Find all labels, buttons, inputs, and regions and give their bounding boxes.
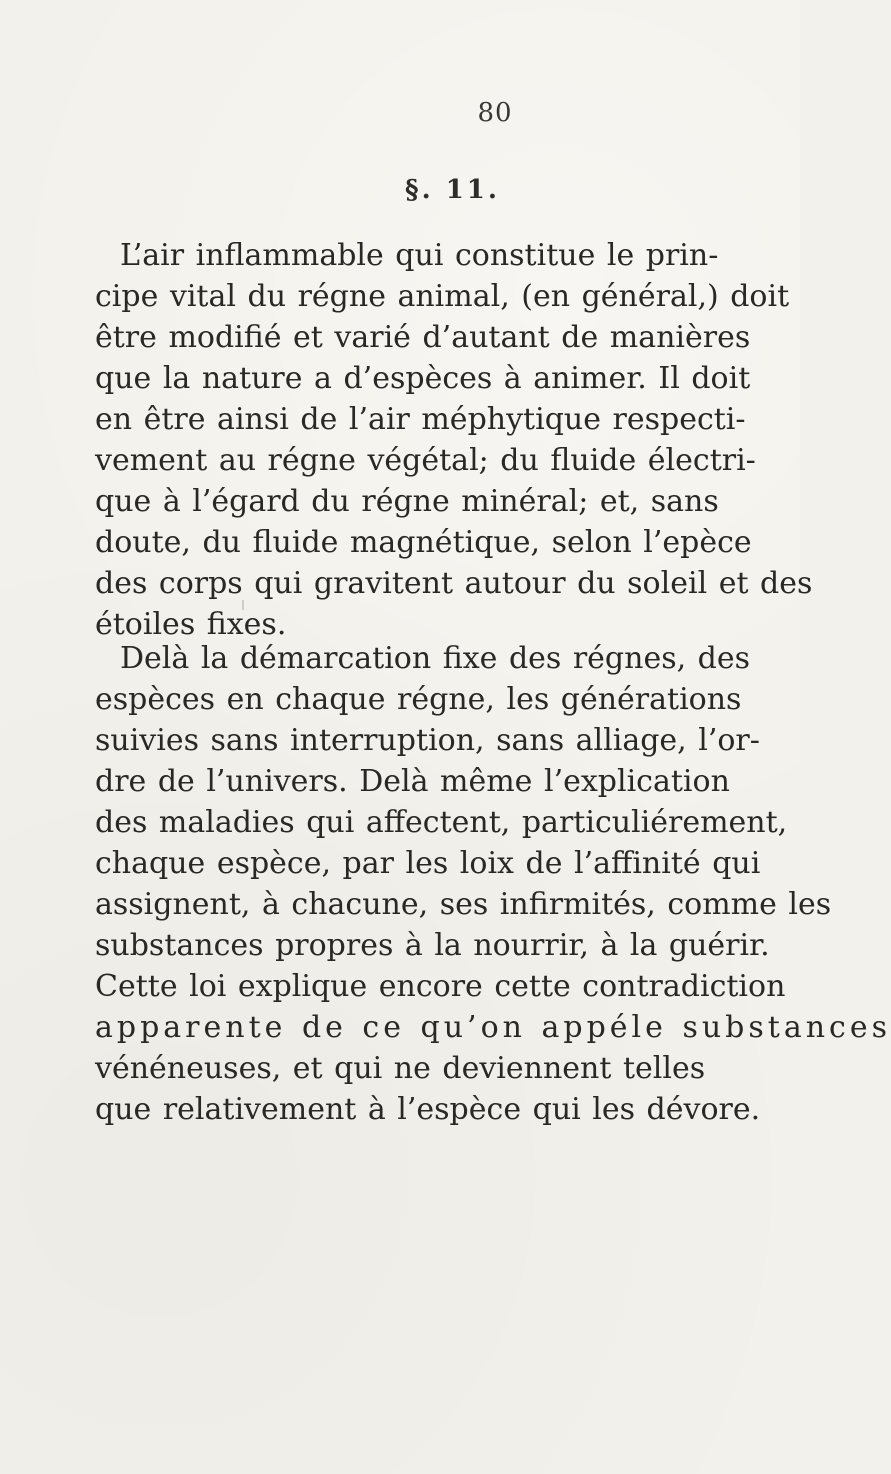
text-line: dre de l’univers. Delà même l’explication (95, 764, 730, 799)
text-line: que à l’égard du régne minéral; et, sans (95, 484, 719, 519)
text-line: substances propres à la nourrir, à la guérir. (95, 928, 770, 963)
text-line: être modifié et varié d’autant de manières (95, 320, 751, 355)
text-line: des maladies qui affectent, particuliérement, (95, 805, 788, 840)
text-line: espèces en chaque régne, les générations (95, 682, 742, 717)
text-line: doute, du fluide magnétique, selon l’epèce (95, 525, 752, 560)
text-line: vénéneuses, et qui ne deviennent telles (95, 1051, 706, 1086)
section-heading: §. 11. (405, 175, 500, 205)
text-line: Delà la démarcation fixe des régnes, des (120, 641, 751, 676)
text-line: étoiles fixes. (95, 607, 287, 642)
text-line: que relativement à l’espèce qui les dévore. (95, 1092, 761, 1127)
text-line: L’air inflammable qui constitue le prin- (120, 238, 719, 273)
text-line: suivies sans interruption, sans alliage, l’or- (95, 723, 760, 758)
text-line: que la nature a d’espèces à animer. Il doit (95, 361, 751, 396)
text-line: chaque espèce, par les loix de l’affinité qui (95, 846, 761, 881)
text-line: vement au régne végétal; du fluide électri- (95, 443, 756, 478)
text-line: des corps qui gravitent autour du soleil et des (95, 566, 813, 601)
page-number: 80 (477, 98, 513, 128)
text-line: cipe vital du régne animal, (en général,) doit (95, 279, 790, 314)
paragraph-2 (95, 638, 891, 1130)
text-line: assignent, à chacune, ses infirmités, comme les (95, 887, 832, 922)
paragraph-1 (95, 235, 813, 645)
text-line: apparente de ce qu’on appéle substances (95, 1010, 891, 1045)
text-line: Cette loi explique encore cette contradiction (95, 969, 786, 1004)
text-line: en être ainsi de l’air méphytique respecti- (95, 402, 746, 437)
